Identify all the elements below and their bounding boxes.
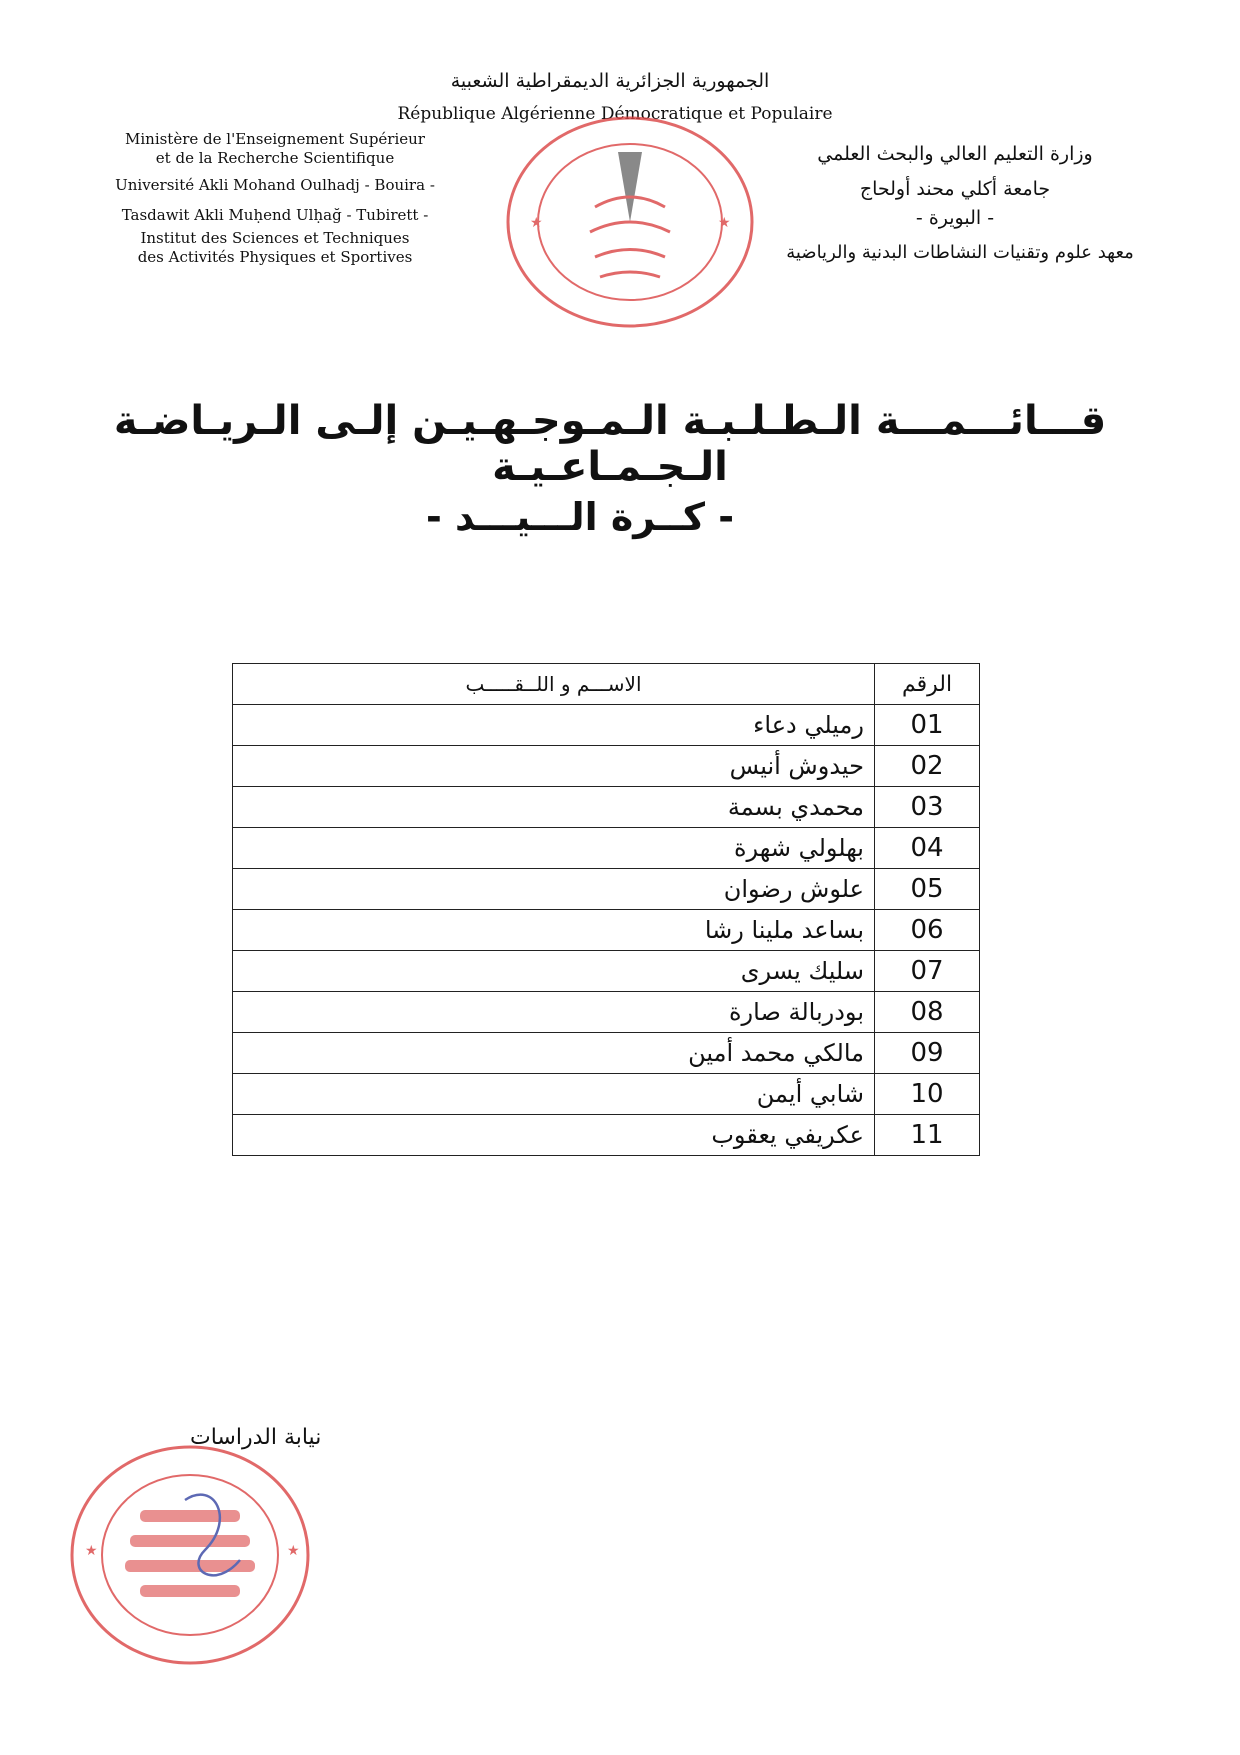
institute-name-fr-line2: des Activités Physiques et Sportives bbox=[137, 248, 413, 266]
table-row bbox=[233, 910, 980, 951]
student-name: رميلي دعاء bbox=[233, 705, 875, 746]
ministry-name-fr-line1: Ministère de l'Enseignement Supérieur bbox=[125, 130, 425, 148]
student-name: حيدوش أنيس bbox=[233, 746, 875, 787]
row-number: 05 bbox=[875, 869, 980, 910]
row-number: 08 bbox=[875, 992, 980, 1033]
table-row bbox=[233, 992, 980, 1033]
table-row bbox=[233, 951, 980, 992]
svg-text:★: ★ bbox=[530, 215, 543, 231]
city-name-ar: - البويرة - bbox=[915, 207, 995, 229]
document-subtitle: - كــرة الـــيـــد - bbox=[425, 495, 735, 539]
ministry-name-ar: وزارة التعليم العالي والبحث العلمي bbox=[817, 143, 1093, 165]
students-table bbox=[232, 663, 980, 1156]
republic-name-french: République Algérienne Démocratique et Populaire bbox=[397, 104, 833, 124]
table-row bbox=[233, 869, 980, 910]
institute-seal-bottom bbox=[65, 1440, 315, 1670]
table-header-row bbox=[233, 664, 980, 705]
row-number: 09 bbox=[875, 1033, 980, 1074]
table-row bbox=[233, 1074, 980, 1115]
row-number: 06 bbox=[875, 910, 980, 951]
student-name: مالكي محمد أمين bbox=[233, 1033, 875, 1074]
table-row bbox=[233, 787, 980, 828]
student-name: عكريفي يعقوب bbox=[233, 1115, 875, 1156]
signature-label: نيابة الدراسات bbox=[190, 1425, 322, 1450]
institute-seal-top bbox=[500, 112, 760, 332]
row-number: 04 bbox=[875, 828, 980, 869]
document-title: قـــائـــمـــة الـطـلـبـة الـمـوجـهـيـن إلـى الـريـاضـة الـجـمـاعـيـة bbox=[113, 398, 1107, 490]
row-number: 10 bbox=[875, 1074, 980, 1115]
student-name: بهلولي شهرة bbox=[233, 828, 875, 869]
row-number: 02 bbox=[875, 746, 980, 787]
student-name: سليك يسرى bbox=[233, 951, 875, 992]
table-row bbox=[233, 1033, 980, 1074]
student-name: بساعد ملينا رشا bbox=[233, 910, 875, 951]
student-name: شابي أيمن bbox=[233, 1074, 875, 1115]
institute-name-ar: معهد علوم وتقنيات النشاطات البدنية والرياضية bbox=[786, 242, 1134, 263]
table-row bbox=[233, 828, 980, 869]
column-header-number: الرقم bbox=[875, 664, 980, 705]
svg-text:★: ★ bbox=[85, 1543, 98, 1559]
row-number: 01 bbox=[875, 705, 980, 746]
svg-text:★: ★ bbox=[718, 215, 731, 231]
table-row bbox=[233, 1115, 980, 1156]
student-name: بودربالة صارة bbox=[233, 992, 875, 1033]
row-number: 03 bbox=[875, 787, 980, 828]
row-number: 07 bbox=[875, 951, 980, 992]
university-name-ar: جامعة أكلي محند أولحاج bbox=[859, 178, 1051, 200]
student-name: محمدي بسمة bbox=[233, 787, 875, 828]
row-number: 11 bbox=[875, 1115, 980, 1156]
table-row bbox=[233, 746, 980, 787]
column-header-name: الاســـم و اللــقـــــب bbox=[233, 664, 875, 705]
republic-name-arabic: الجمهورية الجزائرية الديمقراطية الشعبية bbox=[450, 70, 770, 92]
svg-text:★: ★ bbox=[287, 1543, 300, 1559]
university-name-fr: Université Akli Mohand Oulhadj - Bouira - bbox=[115, 176, 435, 194]
university-name-kabyle: Tasdawit Akli Muḥend Ulḥağ - Tubirett - bbox=[121, 206, 429, 224]
table-row bbox=[233, 705, 980, 746]
institute-name-fr-line1: Institut des Sciences et Techniques bbox=[140, 229, 410, 247]
student-name: علوش رضوان bbox=[233, 869, 875, 910]
ministry-name-fr-line2: et de la Recherche Scientifique bbox=[155, 149, 395, 167]
